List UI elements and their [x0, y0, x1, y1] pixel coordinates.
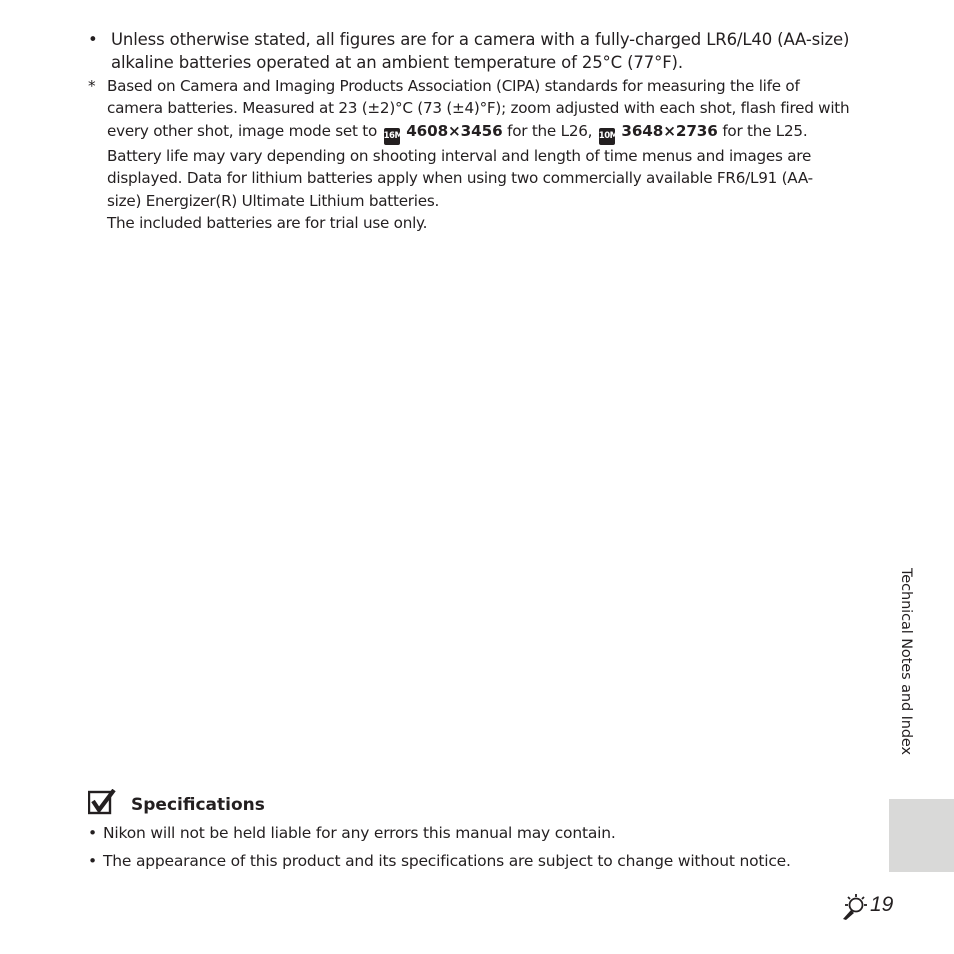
image-mode-10m-suffix: for the L25.	[722, 121, 808, 140]
page-number-text: 19	[870, 893, 894, 916]
footnote-line: The included batteries are for trial use only.	[107, 214, 428, 233]
main-bullet-text: Unless otherwise stated, all figures are for a camera with a fully-charged LR6/L40 (AA-size) alkaline batteries operated at an ambient temperature of 25°C (77°F).	[111, 30, 850, 72]
list-item-text: The appearance of this product and its specifications are subject to change without notice.	[103, 852, 791, 870]
image-mode-16m-value: 4608×3456	[406, 121, 503, 140]
image-mode-10m-icon: 10M	[599, 128, 615, 145]
check-mark-icon	[88, 789, 116, 815]
image-mode-16m-icon: 16M	[384, 128, 400, 145]
footnote-line: displayed. Data for lithium batteries apply when using two commercially available FR6/L91 (AA-	[107, 169, 813, 188]
image-mode-16m-suffix: for the L26,	[507, 121, 593, 140]
footnote-line3-prefix: every other shot, image mode set to	[107, 121, 378, 140]
list-item-text: Nikon will not be held liable for any errors this manual may contain.	[103, 824, 616, 842]
bullet-marker: •	[88, 852, 97, 870]
section-side-label: Technical Notes and Index	[898, 568, 914, 755]
section-tab-marker	[889, 799, 954, 872]
technical-notes-section-icon	[840, 893, 870, 921]
footnote-line: size) Energizer(R) Ultimate Lithium batteries.	[107, 191, 440, 210]
footnote-marker: *	[88, 77, 96, 95]
specifications-title: Specifications	[131, 795, 265, 815]
bullet-marker: •	[88, 30, 98, 49]
bullet-marker: •	[88, 824, 97, 842]
image-mode-10m-value: 3648×2736	[621, 121, 718, 140]
footnote-body	[107, 75, 878, 234]
footnote-line: camera batteries. Measured at 23 (±2)°C (73 (±4)°F); zoom adjusted with each shot, flash fired with	[107, 99, 850, 118]
footnote-line: Based on Camera and Imaging Products Association (CIPA) standards for measuring the life of	[107, 77, 800, 95]
footnote-line	[107, 120, 878, 145]
footnote-line: Battery life may vary depending on shooting interval and length of time menus and images are	[107, 146, 812, 165]
